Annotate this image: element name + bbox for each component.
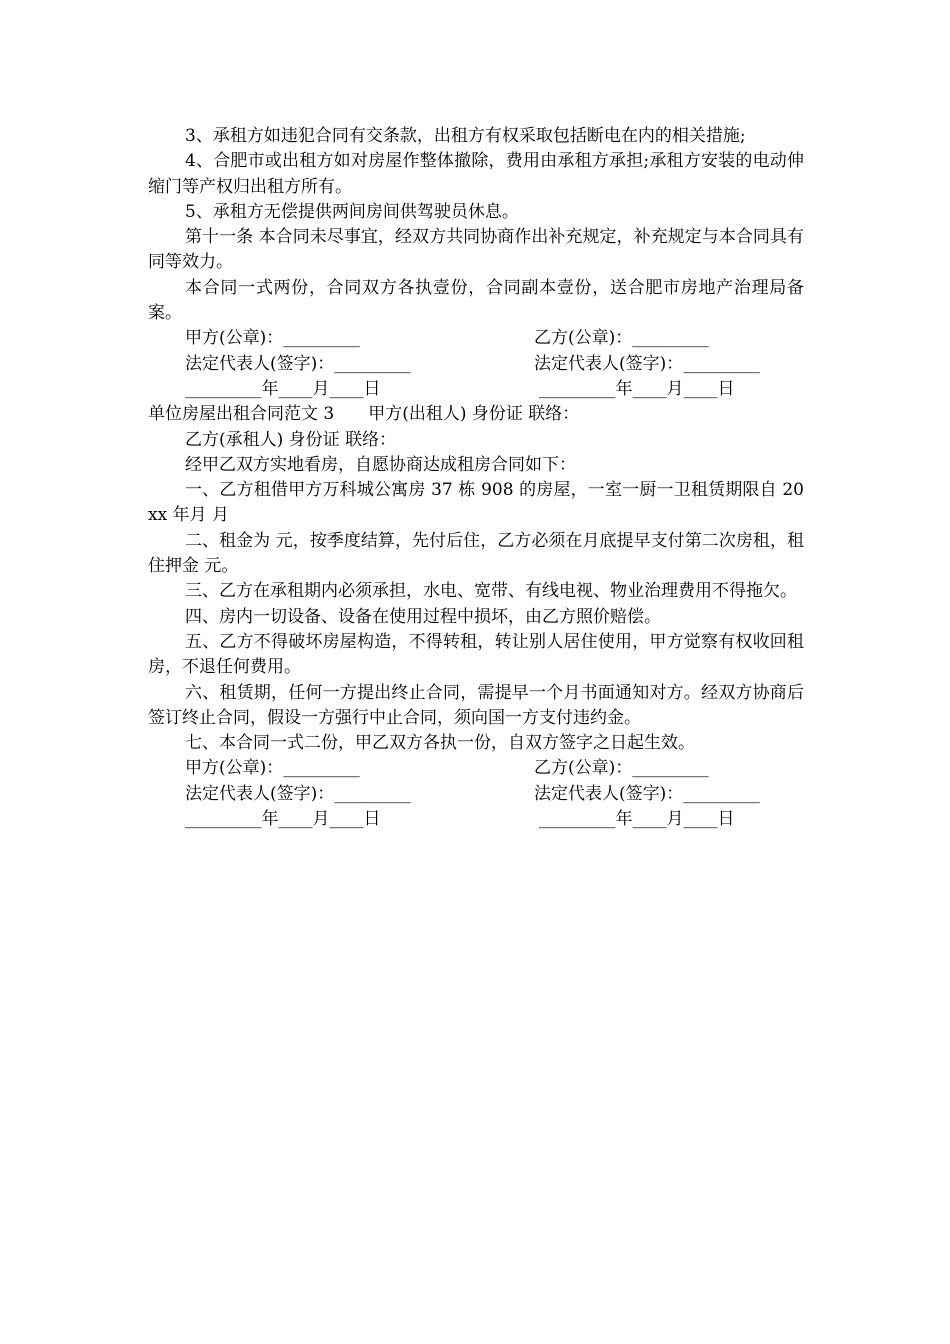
party-b-seal-line: 乙方(公章)：_________ — [534, 328, 709, 349]
template-3-heading-line — [148, 402, 804, 427]
term-7: 七、本合同一式二份，甲乙双方各执一份，自双方签字之日起生效。 — [185, 733, 695, 754]
party-a-seal-line: 甲方(公章)：_________ — [185, 758, 360, 779]
party-a-rep-line: 法定代表人(签字)：_________ — [185, 783, 411, 804]
clause-3: 3、承租方如违犯合同有交条款，出租方有权采取包括断电在内的相关措施; — [185, 126, 746, 146]
term-6: 六、租赁期，任何一方提出终止合同，需提早一个月书面通知对方。经双方协商后签订终止合同，假设一方强行中止合同，须向国一方支付违约金。 — [148, 682, 804, 728]
term-1: 一、乙方租借甲方万科城公寓房 37 栋 908 的房屋，一室一厨一卫租赁期限自 20xx 年月 月 — [148, 480, 804, 526]
party-b-seal-line: 乙方(公章)：_________ — [534, 758, 709, 779]
template-3-heading: 单位房屋出租合同范文 3 — [148, 404, 335, 425]
party-b-rep-line: 法定代表人(签字)：_________ — [534, 783, 760, 804]
party-a-seal-line: 甲方(公章)：_________ — [185, 328, 360, 349]
party-a-date-line: _________年____月____日 — [185, 378, 381, 399]
term-2: 二、租金为 元，按季度结算，先付后住，乙方必须在月底提早支付第二次房租，租住押金 元。 — [148, 530, 804, 577]
lessor-identity-line: 甲方(出租人) 身份证 联络： — [368, 404, 580, 425]
article-11: 第十一条 本合同未尽事宜，经双方共同协商作出补充规定，补充规定与本合同具有同等效力。 — [148, 227, 804, 273]
party-a-rep-line: 法定代表人(签字)：_________ — [185, 353, 411, 374]
copies-clause: 本合同一式两份，合同双方各执壹份，合同副本壹份，送合肥市房地产治理局备案。 — [148, 277, 804, 324]
signature-row-seal-2 — [148, 756, 804, 781]
signature-row-rep-1 — [148, 352, 804, 377]
term-5: 五、乙方不得破坏房屋构造，不得转租，转让别人居住使用，甲方觉察有权收回租房，不退任何费用。 — [148, 631, 804, 678]
signature-row-rep-2 — [148, 782, 804, 807]
clause-4: 4、合肥市或出租方如对房屋作整体撤除，费用由承租方承担;承租方安装的电动伸缩门等产权归出租方所有。 — [148, 151, 804, 197]
party-b-date-line: _________年____月____日 — [539, 378, 735, 399]
signature-row-date-2 — [148, 807, 804, 832]
term-3: 三、乙方在承租期内必须承担，水电、宽带、有线电视、物业治理费用不得拖欠。 — [185, 581, 797, 602]
party-b-rep-line: 法定代表人(签字)：_________ — [534, 353, 760, 374]
party-b-date-line: _________年____月____日 — [539, 809, 735, 830]
term-4: 四、房内一切设备、设备在使用过程中损坏，由乙方照价赔偿。 — [185, 606, 661, 627]
document-body — [148, 124, 804, 832]
agreement-intro: 经甲乙双方实地看房，自愿协商达成租房合同如下： — [185, 454, 576, 475]
signature-row-date-1 — [148, 377, 804, 402]
party-a-date-line: _________年____月____日 — [185, 809, 381, 830]
lessee-identity-line: 乙方(承租人) 身份证 联络： — [185, 429, 397, 450]
clause-5: 5、承租方无偿提供两间房间供驾驶员休息。 — [185, 201, 519, 222]
signature-row-seal-1 — [148, 326, 804, 351]
